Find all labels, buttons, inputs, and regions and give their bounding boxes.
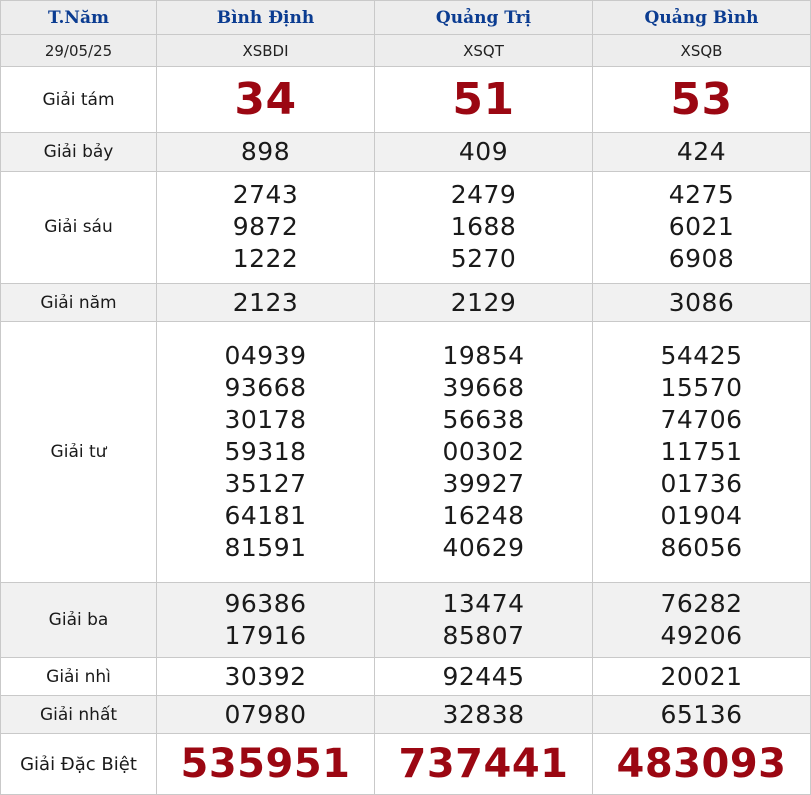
prize-numbers — [593, 283, 811, 321]
prize-number: 76282 — [660, 588, 743, 618]
header-label-column: T.Năm — [1, 1, 157, 35]
code-row — [1, 35, 811, 67]
prize-number: 19854 — [442, 340, 525, 370]
prize-number: 92445 — [442, 661, 525, 691]
prize-number: 2479 — [450, 180, 517, 210]
prize-numbers — [375, 133, 593, 171]
prize-number: 5270 — [450, 244, 517, 274]
prize-numbers — [593, 322, 811, 583]
prize-label: Giải nhì — [1, 658, 157, 696]
prize-number: 54425 — [660, 340, 743, 370]
prize-number: 20021 — [660, 661, 743, 691]
prize-number: 01904 — [660, 500, 743, 530]
prize-number: 40629 — [442, 532, 525, 562]
prize-numbers — [157, 582, 375, 657]
prize-number: 74706 — [660, 404, 743, 434]
prize-number: 34 — [234, 73, 297, 125]
prize-number: 737441 — [398, 740, 569, 787]
prize-number: 04939 — [224, 340, 307, 370]
prize-number: 1222 — [232, 244, 299, 274]
prize-numbers — [375, 696, 593, 734]
prize-numbers — [593, 734, 811, 795]
prize-number: 11751 — [660, 436, 743, 466]
header-province-3: Quảng Bình — [593, 1, 811, 35]
prize-numbers — [375, 283, 593, 321]
prize-label: Giải Đặc Biệt — [1, 734, 157, 795]
prize-number: 49206 — [660, 620, 743, 650]
prize-numbers — [157, 171, 375, 283]
prize-number: 85807 — [442, 620, 525, 650]
prize-number: 53 — [670, 73, 733, 125]
prize-numbers — [157, 283, 375, 321]
prize-number: 13474 — [442, 588, 525, 618]
prize-number: 93668 — [224, 372, 307, 402]
prize-label: Giải năm — [1, 283, 157, 321]
prize-number: 1688 — [450, 212, 517, 242]
prize-number: 30392 — [224, 661, 307, 691]
prize-row — [1, 133, 811, 171]
prize-numbers — [375, 67, 593, 133]
prize-numbers — [157, 734, 375, 795]
prize-numbers — [593, 658, 811, 696]
prize-number: 2123 — [232, 287, 299, 317]
prize-label: Giải bảy — [1, 133, 157, 171]
prize-row — [1, 283, 811, 321]
prize-number: 39668 — [442, 372, 525, 402]
header-province-1: Bình Định — [157, 1, 375, 35]
prize-number: 898 — [240, 136, 291, 166]
prize-number: 409 — [458, 136, 509, 166]
province-code-1: XSBDI — [157, 35, 375, 67]
prize-number: 65136 — [660, 699, 743, 729]
prize-numbers — [593, 696, 811, 734]
prize-number: 00302 — [442, 436, 525, 466]
prize-label: Giải nhất — [1, 696, 157, 734]
prize-number: 86056 — [660, 532, 743, 562]
prize-number: 51 — [452, 73, 515, 125]
prize-row — [1, 171, 811, 283]
province-code-2: XSQT — [375, 35, 593, 67]
province-code-3: XSQB — [593, 35, 811, 67]
prize-row — [1, 696, 811, 734]
prize-number: 96386 — [224, 588, 307, 618]
prize-number: 2743 — [232, 180, 299, 210]
prize-number: 6908 — [668, 244, 735, 274]
prize-numbers — [593, 67, 811, 133]
prize-label: Giải ba — [1, 582, 157, 657]
prize-number: 483093 — [616, 740, 787, 787]
prize-numbers — [375, 734, 593, 795]
prize-numbers — [157, 133, 375, 171]
prize-number: 01736 — [660, 468, 743, 498]
prize-number: 535951 — [180, 740, 351, 787]
prize-number: 16248 — [442, 500, 525, 530]
prize-numbers — [157, 322, 375, 583]
prize-number: 59318 — [224, 436, 307, 466]
prize-numbers — [593, 133, 811, 171]
prize-number: 424 — [676, 136, 727, 166]
prize-numbers — [157, 696, 375, 734]
prize-numbers — [157, 67, 375, 133]
prize-numbers — [157, 658, 375, 696]
prize-number: 81591 — [224, 532, 307, 562]
prize-numbers — [375, 171, 593, 283]
prize-number: 35127 — [224, 468, 307, 498]
prize-number: 3086 — [668, 287, 735, 317]
prize-row — [1, 658, 811, 696]
prize-number: 32838 — [442, 699, 525, 729]
prize-number: 9872 — [232, 212, 299, 242]
table-body — [1, 35, 811, 795]
prize-row — [1, 322, 811, 583]
prize-numbers — [375, 322, 593, 583]
prize-row — [1, 734, 811, 795]
prize-number: 30178 — [224, 404, 307, 434]
prize-label: Giải tư — [1, 322, 157, 583]
table-header-row — [1, 1, 811, 35]
prize-number: 2129 — [450, 287, 517, 317]
prize-number: 56638 — [442, 404, 525, 434]
prize-numbers — [375, 658, 593, 696]
prize-row — [1, 67, 811, 133]
prize-row — [1, 582, 811, 657]
prize-number: 07980 — [224, 699, 307, 729]
prize-number: 6021 — [668, 212, 735, 242]
prize-numbers — [375, 582, 593, 657]
prize-number: 4275 — [668, 180, 735, 210]
prize-label: Giải tám — [1, 67, 157, 133]
prize-numbers — [593, 171, 811, 283]
prize-number: 15570 — [660, 372, 743, 402]
prize-numbers — [593, 582, 811, 657]
prize-number: 39927 — [442, 468, 525, 498]
prize-number: 17916 — [224, 620, 307, 650]
header-province-2: Quảng Trị — [375, 1, 593, 35]
prize-label: Giải sáu — [1, 171, 157, 283]
prize-number: 64181 — [224, 500, 307, 530]
draw-date: 29/05/25 — [1, 35, 157, 67]
